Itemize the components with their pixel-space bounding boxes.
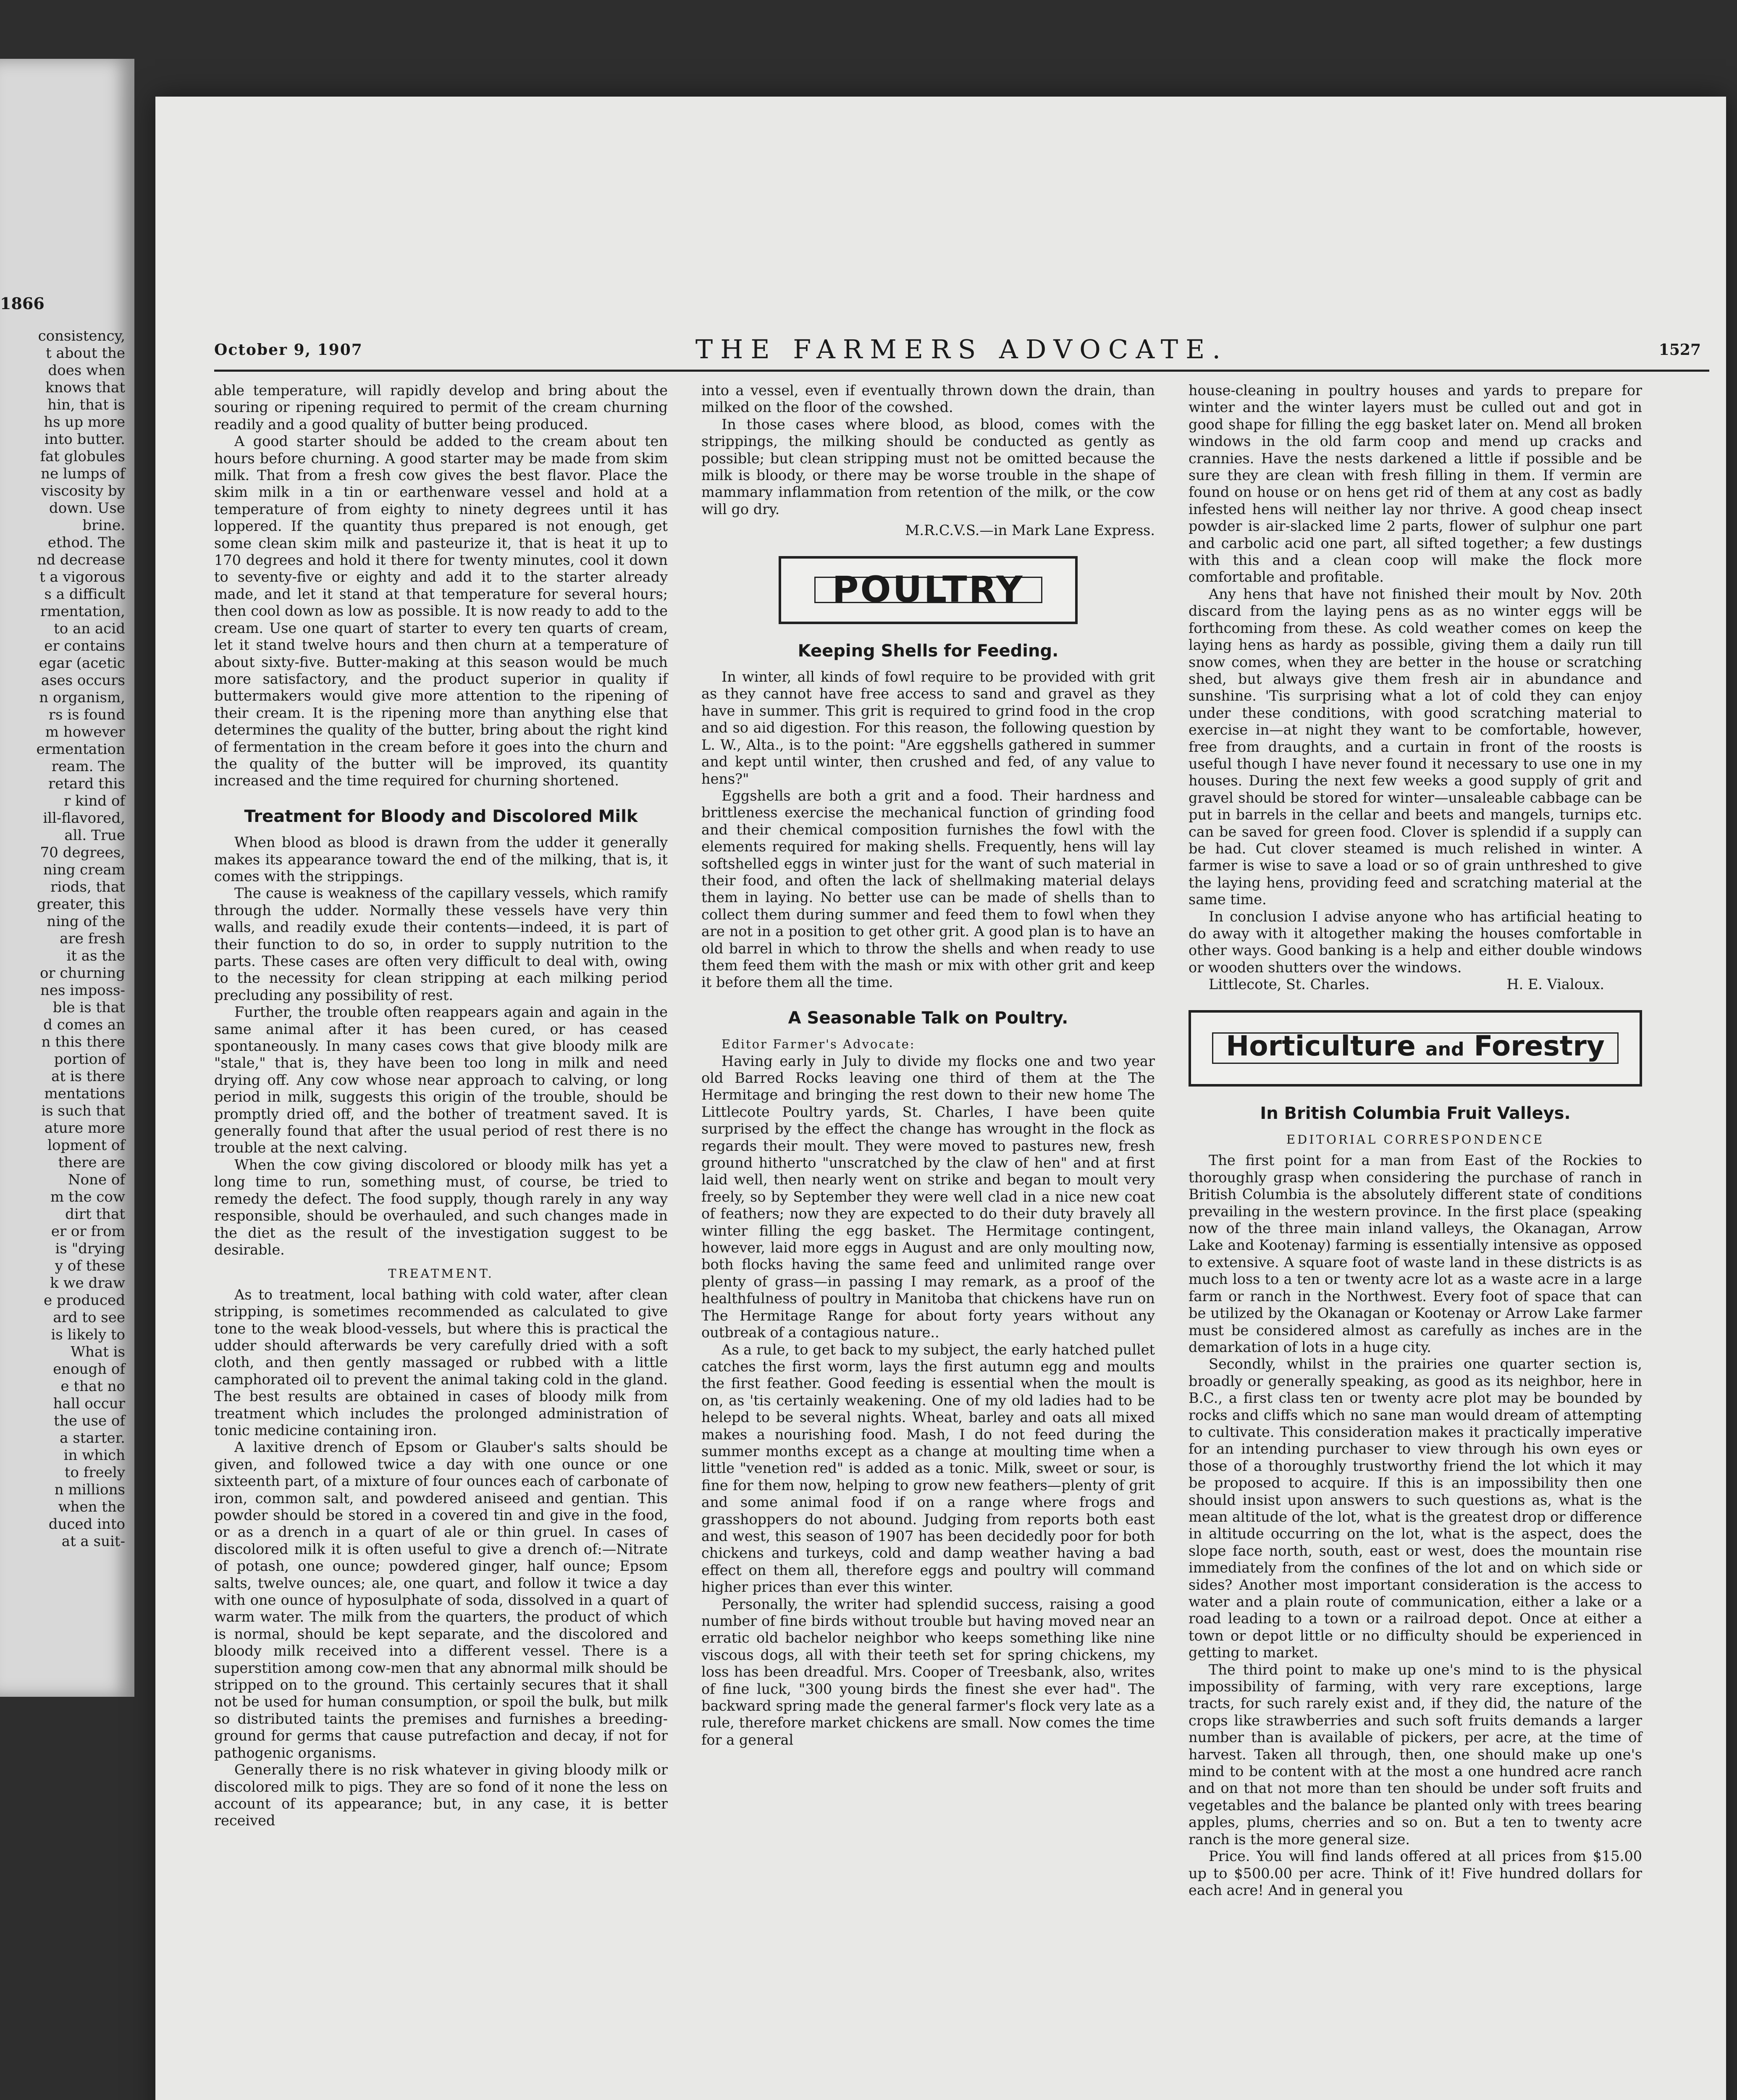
left-page-fragment-line: consistency, xyxy=(38,328,125,344)
left-page-fragment-line: mentations xyxy=(44,1085,125,1102)
header-title: THE FARMERS ADVOCATE. xyxy=(695,334,1228,365)
paragraph: A laxitive drench of Epsom or Glauber's salts should be given, and followed twice a day with one ounce or one sixteenth part, of a mixture of four ounces each of carbonate of iron, common salt, and powdered aniseed and gentian. This powder should be stored in a covered tin and give in the food, or as a drench in a quart of ale or thin gruel. In cases of discolored milk it is often useful to give a drench of:—Nitrate of potash, one ounce; powdered ginger, half ounce; Epsom salts, twelve ounces; ale, one quart, and follow it twice a day with one ounce of hyposulphate of soda, dissolved in a quart of warm water. The milk from the quarters, the product of which is normal, should be kept separate, and the discolored and bloody milk received into a different vessel. There is a superstition among cow-men that any abnormal milk should be stripped on to the ground. This certainly secures that it shall not be used for human consumption, or spoil the bulk, but milk so distributed taints the premises and furnishes a breeding-ground for germs that cause putrefaction and decay, if not for pathogenic organisms. xyxy=(214,1439,668,1761)
left-page-fragment-line: it as the xyxy=(66,948,125,964)
left-page-fragment-line: k we draw xyxy=(50,1275,125,1292)
left-page-fragments xyxy=(3,328,125,1550)
column-2 xyxy=(701,382,1155,1748)
subheading: TREATMENT. xyxy=(388,1266,494,1281)
left-page-fragment-line: ature more xyxy=(44,1120,125,1137)
left-page-fragment-line: riods, that xyxy=(50,879,125,895)
article-heading: Treatment for Bloody and Discolored Milk xyxy=(244,806,638,826)
paragraph: The cause is weakness of the capillary vessels, which ramify through the udder. Normally these vessels have very thin walls, and readily exude their contents—indeed, it is part of their function to do so, in order to supply nutrition to the parts. These cases are often very difficult to deal with, owing to the necessity for clean stripping at each milking period precluding any possibility of rest. xyxy=(214,885,668,1003)
left-page-fragment-line: e produced xyxy=(43,1292,125,1309)
paragraph: In winter, all kinds of fowl require to be provided with grit as they cannot have free access to sand and gravel as they have in summer. This grit is required to grind food in the crop and so aid digestion. For this reason, the following question by L. W., Alta., is to the point: "Are eggshells gathered in summer and kept until winter, then crushed and fed, of any value to hens?" xyxy=(701,669,1155,787)
section-banner-poultry xyxy=(779,556,1078,624)
left-page-fragment-line: t about the xyxy=(45,345,125,362)
left-page-fragment-line: nes imposs- xyxy=(40,982,125,999)
left-page-fragment-line: is likely to xyxy=(51,1326,125,1343)
left-page-fragment-line: down. Use xyxy=(49,500,125,517)
left-page-fragment-line: er or from xyxy=(51,1223,125,1240)
left-page-fragment-line: does when xyxy=(48,362,125,379)
left-page-fragment-line: the use of xyxy=(54,1412,125,1429)
left-page-fragment-line: retard this xyxy=(48,775,125,792)
article-heading: A Seasonable Talk on Poultry. xyxy=(788,1008,1068,1028)
left-page-fragment-line: ream. The xyxy=(51,758,125,775)
banner-word: and xyxy=(1425,1039,1464,1060)
left-page-fragment-line: duced into xyxy=(48,1516,125,1533)
left-page-edge xyxy=(0,59,134,1697)
left-page-fragment-line: hs up more xyxy=(44,414,125,430)
article-heading: Keeping Shells for Feeding. xyxy=(798,641,1059,661)
banner-word: Forestry xyxy=(1474,1030,1605,1063)
left-page-fragment-line: at a suit- xyxy=(61,1533,125,1550)
left-page-fragment-line: egar (acetic xyxy=(39,655,125,672)
paragraph: Eggshells are both a grit and a food. Their hardness and brittleness exercise the mechanical function of grinding food and their chemical composition furnishes the fowl with the elements required for making shells. Frequently, hens will lay softshelled eggs in winter just for the want of such material in their food, and often the lack of shellmaking material delays them in laying. No better use can be made of shells than to collect them during summer and feed them to fowl when they are not in a position to get other grit. A good plan is to have an old barrel in which to throw the shells and when ready to use them feed them with the mash or mix with other grit and keep it before them all the time. xyxy=(701,787,1155,991)
left-page-fragment-line: nd decrease xyxy=(37,551,125,568)
left-page-fragment-line: t a vigorous xyxy=(39,569,125,585)
left-page-number: 1866 xyxy=(0,294,45,313)
page-header xyxy=(214,332,1709,372)
left-page-fragment-line: lopment of xyxy=(47,1137,125,1154)
paragraph: When the cow giving discolored or bloody milk has yet a long time to run, something must, of course, be tried to remedy the defect. The food supply, though rarely in any way responsible, should be overhauled, and such changes made in the diet as the result of the investigation suggest to be desirable. xyxy=(214,1156,668,1258)
article-heading: In British Columbia Fruit Valleys. xyxy=(1260,1103,1571,1123)
left-page-fragment-line: 70 degrees, xyxy=(40,844,125,861)
paragraph: The first point for a man from East of the Rockies to thoroughly grasp when considering the purchase of ranch in British Columbia is the absolutely different state of conditions prevailing in the western province. In the first place (speaking now of the three main inland valleys, the Okanagan, Arrow Lake and Kootenay) farming is essentially intensive as opposed to extensive. A square foot of waste land in these districts is as much loss to a ten or twenty acre lot as a waste acre in a large farm or ranch in the Northwest. Every foot of space that can be utilized by the Okanagan or Kootenay or Arrow Lake farmer must be considered almost as carefully as inches are in the demarkation of lots in a huge city. xyxy=(1189,1152,1642,1355)
left-page-fragment-line: ning cream xyxy=(43,861,125,878)
left-page-fragment-line: m however xyxy=(45,724,125,740)
signature-line xyxy=(1189,976,1642,993)
subheading: EDITORIAL CORRESPONDENCE xyxy=(1286,1132,1545,1147)
left-page-fragment-line: n millions xyxy=(54,1481,125,1498)
signature-name: H. E. Vialoux. xyxy=(1506,976,1604,993)
paragraph: The third point to make up one's mind to is the physical impossibility of farming, with very rare exceptions, large tracts, for such rarely exist and, if they did, the nature of the crops like strawberries and such soft fruits demands a larger number than is available of pickers, per acre, at the time of harvest. Taken all through, then, one should make up one's mind to be content with at the most a one hundred acre ranch and on that not more than ten should be under soft fruits and vegetables and the balance be planted only with trees bearing apples, plums, cherries and so on. But a ten to twenty acre ranch is the more general size. xyxy=(1189,1661,1642,1848)
paragraph: Having early in July to divide my flocks one and two year old Barred Rocks leaving one third of them at the The Hermitage and bringing the rest down to their new home The Littlecote Poultry yards, St. Charles, I have been quite surprised by the effect the change has wrought in the flock as regards their moult. They were moved to pastures new, fresh ground hitherto "unscratched by the claw of hen" and at first laid well, then nearly went on strike and began to moult very freely, so by September they were well clad in a nice new coat of feathers; now they are expected to do their duty bravely all winter filling the egg basket. The Hermitage contingent, however, laid more eggs in August and are only moulting now, both flocks having the same feed and unlimited range over plenty of grass—in passing I may remark, as a proof of the healthfulness of poultry in Manitoba that chickens have run on The Hermitage Range for about forty years without any outbreak of a contagious nature.. xyxy=(701,1053,1155,1341)
left-page-fragment-line: hin, that is xyxy=(47,396,125,413)
left-page-fragment-line: to freely xyxy=(64,1464,125,1481)
left-page-fragment-line: dirt that xyxy=(65,1206,125,1223)
left-page-fragment-line: ard to see xyxy=(53,1309,125,1326)
left-page-fragment-line: y of these xyxy=(55,1257,125,1274)
header-date: October 9, 1907 xyxy=(214,341,363,359)
left-page-fragment-line: into butter. xyxy=(44,431,125,448)
left-page-fragment-line: hall occur xyxy=(53,1395,125,1412)
header-page-number: 1527 xyxy=(1658,341,1701,359)
left-page-fragment-line: None of xyxy=(68,1171,125,1188)
left-page-fragment-line: to an acid xyxy=(54,620,125,637)
paragraph: Any hens that have not finished their moult by Nov. 20th discard from the laying pens as as no winter eggs will be forthcoming from these. As cold weather comes on keep the laying hens as hardy as possible, giving them a daily run till snow comes, when they are better in the house or scratching shed, but always give them fresh air in abundance and sunshine. 'Tis surprising what a lot of cold they can enjoy under these conditions, with good scratching material to exercise in—at night they want to be comfortable, however, free from draughts, and a curtain in front of the roosts is useful though I have never found it necessary to use one in my houses. During the next few weeks a good supply of grit and gravel should be stored for winter—unsaleable cabbage can be put in barrels in the cellar and beets and mangels, turnips etc. can be saved for green food. Clover is splendid if a supply can be had. Cut clover steamed is much relished in winter. A farmer is wise to save a load or so of grain unthreshed to give the laying hens, providing feed and scratching material at the same time. xyxy=(1189,585,1642,908)
column-1 xyxy=(214,382,668,1830)
left-page-fragment-line: r kind of xyxy=(63,793,125,809)
left-page-fragment-line: viscosity by xyxy=(41,483,125,499)
left-page-fragment-line: a starter. xyxy=(60,1430,125,1446)
paragraph: Further, the trouble often reappears again and again in the same animal after it has been cured, or has ceased spontaneously. In many cases cows that give bloody milk are "stale," that is, they have been too long in milk and need drying off. Any cow whose near approach to calving, or long period in milk, suggests this origin of the trouble, should be promptly dried off, and the bother of treatment saved. It is generally found that after the usual period of rest there is no trouble at the next calving. xyxy=(214,1004,668,1156)
paragraph: Price. You will find lands offered at all prices from $15.00 up to $500.00 per acre. Think of it! Five hundred dollars for each acre! And in general you xyxy=(1189,1848,1642,1898)
signature: M.R.C.V.S.—in Mark Lane Express. xyxy=(905,522,1155,539)
banner-word: Horticulture xyxy=(1226,1030,1416,1063)
left-page-fragment-line: d comes an xyxy=(43,1016,125,1033)
left-page-fragment-line: ble is that xyxy=(52,999,125,1016)
section-banner-title xyxy=(1212,1032,1619,1063)
paragraph: Personally, the writer had splendid success, raising a good number of fine birds without trouble but having moved near an erratic old bachelor neighbor who keeps something like nine viscous dogs, all with their teeth set for spring chickens, my loss has been dreadful. Mrs. Cooper of Treesbank, also, writes of fine luck, "300 young birds the finest she ever had". The backward spring made the general farmer's flock very late as a rule, therefore market chickens are small. Now comes the time for a general xyxy=(701,1596,1155,1748)
paragraph: As a rule, to get back to my subject, the early hatched pullet catches the first worm, lays the first autumn egg and moults the first feather. Good feeding is essential when the moult is on, as 'tis certainly weakening. One of my old ladies had to be helepd to be several nights. Wheat, barley and oats all mixed makes a nourishing food. Mash, I do not feed during the summer months except as a change at moulting time when a little "venetion red" is added as a tonic. Milk, sweet or sour, is fine for them now, helping to grow new feathers—plenty of grit and some animal food if on a range where frogs and grasshoppers do not abound. Judging from reports both east and west, this season of 1907 has been decidedly poor for both chickens and turkeys, cold and damp weather having a bad effect on them all, therefore eggs and poultry will command higher prices than ever this winter. xyxy=(701,1341,1155,1596)
left-page-fragment-line: at is there xyxy=(51,1068,125,1085)
left-page-fragment-line: brine. xyxy=(82,517,125,534)
left-page-fragment-line: n organism, xyxy=(39,689,125,706)
left-page-fragment-line: e that no xyxy=(60,1378,125,1395)
column-3 xyxy=(1189,382,1642,1899)
left-page-fragment-line: enough of xyxy=(53,1361,125,1378)
left-page-fragment-line: rs is found xyxy=(48,706,125,723)
paragraph: house-cleaning in poultry houses and yards to prepare for winter and the winter layers must be culled out and got in good shape for filling the egg basket later on. Mend all broken windows in the old farm coop and mend up cracks and crannies. Have the nests darkened a little if possible and be sure they are clean with fresh filling in them. If vermin are found on house or on hens get rid of them at any cost as badly infested hens will neither lay nor thrive. A good cheap insect powder is air-slacked lime 2 parts, flower of sulphur one part and carbolic acid one part, all sifted together; a few dustings with this and a clean coop will make the flock more comfortable and profitable. xyxy=(1189,382,1642,585)
left-page-fragment-line: is such that xyxy=(41,1102,125,1119)
paragraph: A good starter should be added to the cream about ten hours before churning. A good starter may be made from skim milk. That from a fresh cow gives the best flavor. Place the skim milk in a tin or earthenware vessel and hold at a temperature of from eighty to ninety degrees until it has loppered. If the quantity thus prepared is not enough, get some clean skim milk and pasteurize it, that is heat it up to 170 degrees and hold it there for twenty minutes, cool it down to seventy-five or eighty and add it to the starter already made, and let it stand at that temperature for several hours; then cool down as low as possible. It is now ready to add to the cream. Use one quart of starter to every ten quarts of cream, let it stand twelve hours and then churn at a temperature of about sixty-five. Butter-making at this season would be much more satisfactory, and the product superior in quality if buttermakers would give more attention to the ripening of their cream. It is the ripening more than anything else that determines the quality of the butter, bring about the right kind of fermentation in the cream before it goes into the churn and the quality of the butter will be improved, its quantity increased and the time required for churning shortened. xyxy=(214,433,668,789)
left-page-fragment-line: er contains xyxy=(44,638,125,654)
left-page-fragment-line: What is xyxy=(71,1344,125,1360)
left-page-fragment-line: when the xyxy=(58,1499,125,1515)
left-page-fragment-line: ases occurs xyxy=(41,672,125,689)
left-page-fragment-line: greater, this xyxy=(37,896,125,913)
paragraph: When blood as blood is drawn from the udder it generally makes its appearance toward the end of the milking, that is, it comes with the strippings. xyxy=(214,834,668,885)
left-page-fragment-line: ermentation xyxy=(36,741,125,758)
section-banner-horticulture xyxy=(1189,1010,1642,1087)
left-page-fragment-line: ill-flavored, xyxy=(43,810,125,827)
left-page-fragment-line: portion of xyxy=(54,1051,125,1068)
paragraph: Generally there is no risk whatever in giving bloody milk or discolored milk to pigs. They are so fond of it none the less on account of its appearance; but, in any case, it is better received xyxy=(214,1761,668,1829)
left-page-fragment-line: s a difficult xyxy=(44,586,125,603)
paragraph: In conclusion I advise anyone who has artificial heating to do away with it altogether making the houses comfortable in other ways. Good banking is a help and either double windows or wooden shutters over the windows. xyxy=(1189,908,1642,976)
newspaper-page xyxy=(155,97,1726,2100)
section-banner-title: POULTRY xyxy=(814,577,1042,603)
left-page-fragment-line: is "drying xyxy=(55,1240,125,1257)
paragraph: In those cases where blood, as blood, comes with the strippings, the milking should be conducted as gently as possible; but clean stripping must not be omitted because the milk is bloody, or there may be worse trouble in the shape of mammary inflammation from retention of the milk, or the cow will go dry. xyxy=(701,416,1155,517)
left-page-fragment-line: n this there xyxy=(41,1034,125,1050)
signature-place: Littlecote, St. Charles. xyxy=(1209,976,1370,993)
left-page-fragment-line: ne lumps of xyxy=(41,465,125,482)
left-page-fragment-line: ning of the xyxy=(47,913,125,930)
left-page-fragment-line: there are xyxy=(58,1154,125,1171)
paragraph: Secondly, whilst in the prairies one quarter section is, broadly or generally speaking, as good as its neighbor, here in B.C., a first class ten or twenty acre plot may be bounded by rocks and cliffs which no sane man would dream of attempting to cultivate. This consideration makes it practically imperative for an intending purchaser to view through his own eyes or those of a thoroughly trustworthy friend the lot which it may be proposed to acquire. If this is an impossibility then one should insist upon answers to such questions as, what is the mean altitude of the lot, what is the greatest drop or difference in altitude occurring on the lot, what is the aspect, does the slope face north, south, east or west, does the mountain rise immediately from the confines of the lot and on which side or sides? Another most important consideration is the access to water and a plain route of communication, either a lake or a road leading to a town or a railroad depot. Once at either a town or depot little or no difficulty should be experienced in getting to market. xyxy=(1189,1356,1642,1661)
left-page-fragment-line: in which xyxy=(63,1447,125,1464)
paragraph: into a vessel, even if eventually thrown down the drain, than milked on the floor of the cowshed. xyxy=(701,382,1155,416)
left-page-fragment-line: m the cow xyxy=(50,1189,125,1205)
left-page-fragment-line: or churning xyxy=(39,965,125,982)
left-page-fragment-line: all. True xyxy=(64,827,125,844)
paragraph: able temperature, will rapidly develop and bring about the souring or ripening required to permit of the cream churning readily and a good quality of butter being produced. xyxy=(214,382,668,433)
paragraph: As to treatment, local bathing with cold water, after clean stripping, is sometimes recommended as calculated to give tone to the weak blood-vessels, but where this is practical the udder should afterwards be very carefully dried with a soft cloth, and then gently massaged or rubbed with a little camphorated oil to prevent the animal taking cold in the gland. The best results are obtained in cases of bloody milk from treatment which includes the prolonged administration of tonic medicine containing iron. xyxy=(214,1286,668,1438)
left-page-fragment-line: ethod. The xyxy=(47,534,125,551)
left-page-fragment-line: knows that xyxy=(45,379,125,396)
left-page-fragment-line: are fresh xyxy=(60,930,125,947)
left-page-fragment-line: fat globules xyxy=(40,448,125,465)
left-page-fragment-line: rmentation, xyxy=(40,603,125,620)
editor-salutation: Editor Farmer's Advocate: xyxy=(722,1037,916,1052)
